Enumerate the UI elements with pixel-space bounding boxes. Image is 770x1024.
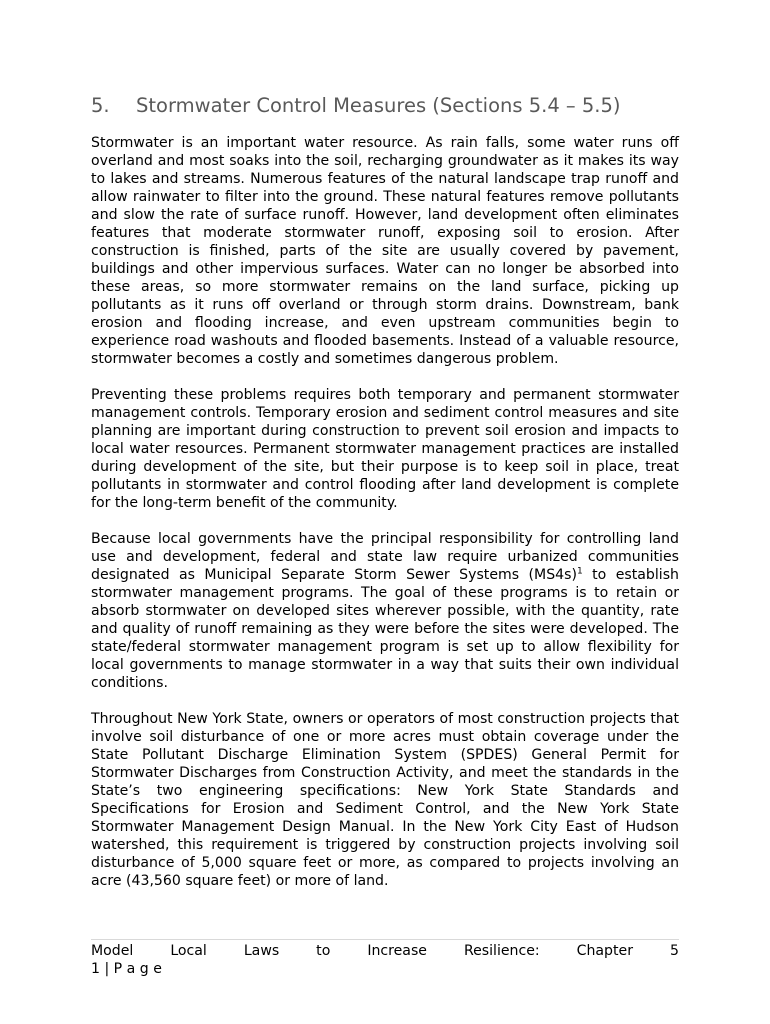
section-title: Stormwater Control Measures (Sections 5.4 – 5.5): [136, 94, 621, 117]
paragraph-3-text-b: to establish stormwater management programs. The goal of these programs is to retain or absorb stormwater on developed sites wherever possible, with the quantity, rate and quality of runoff remaining as they were before the sites were developed. The state/federal stormwater management program is set up to allow flexibility for local governments to manage stormwater in a way that suits their own individual conditions.: [91, 567, 679, 691]
page-footer: [91, 939, 679, 978]
footer-title: [91, 942, 679, 960]
paragraph-2: Preventing these problems requires both temporary and permanent stormwater management controls. Temporary erosion and sediment control measures and site planning are important during construction to prevent soil erosion and impacts to local water resources. Permanent stormwater management practices are installed during development of the site, but their purpose is to keep soil in place, treat pollutants in stormwater and control flooding after land development is complete for the long-term benefit of the community.: [91, 387, 679, 511]
document-page: [91, 93, 679, 908]
footer-word: Model: [91, 943, 134, 959]
paragraph-3-text-a: Because local governments have the principal responsibility for controlling land use and development, federal and state law require urbanized communities designated as Municipal Separate Storm Sewer Systems (MS4s): [91, 531, 679, 583]
footer-word: Chapter: [576, 943, 633, 959]
footer-word: to: [316, 943, 331, 959]
paragraph-3: [91, 530, 679, 692]
paragraph-1: Stormwater is an important water resource. As rain falls, some water runs off overland and most soaks into the soil, recharging groundwater as it makes its way to lakes and streams. Numerous features of the natural landscape trap runoff and allow rainwater to filter into the ground. These natural features remove pollutants and slow the rate of surface runoff. However, land development often eliminates features that moderate stormwater runoff, exposing soil to erosion. After construction is finished, parts of the site are usually covered by pavement, buildings and other impervious surfaces. Water can no longer be absorbed into these areas, so more stormwater remains on the land surface, picking up pollutants as it runs off overland or through storm drains. Downstream, bank erosion and flooding increase, and even upstream communities begin to experience road washouts and flooded basements. Instead of a valuable resource, stormwater becomes a costly and sometimes dangerous problem.: [91, 135, 679, 367]
footer-word: Local: [170, 943, 207, 959]
footnote-reference[interactable]: 1: [576, 566, 583, 577]
page-number: 1 | P a g e: [91, 961, 162, 977]
section-number: 5.: [91, 94, 110, 117]
footer-word: Resilience:: [463, 943, 540, 959]
footer-word: Increase: [367, 943, 427, 959]
paragraph-4: Throughout New York State, owners or operators of most construction projects that involve soil disturbance of one or more acres must obtain coverage under the State Pollutant Discharge Elimination System (SPDES) General Permit for Stormwater Discharges from Construction Activity, and meet the standards in the State’s two engineering specifications: New York State Standards and Specifications for Erosion and Sediment Control, and the New York State Stormwater Management Design Manual. In the New York City East of Hudson watershed, this requirement is triggered by construction projects involving soil disturbance of 5,000 square feet or more, as compared to projects involving an acre (43,560 square feet) or more of land.: [91, 711, 679, 889]
section-heading: [91, 93, 679, 119]
footer-word: 5: [669, 943, 679, 959]
footer-word: Laws: [243, 943, 280, 959]
